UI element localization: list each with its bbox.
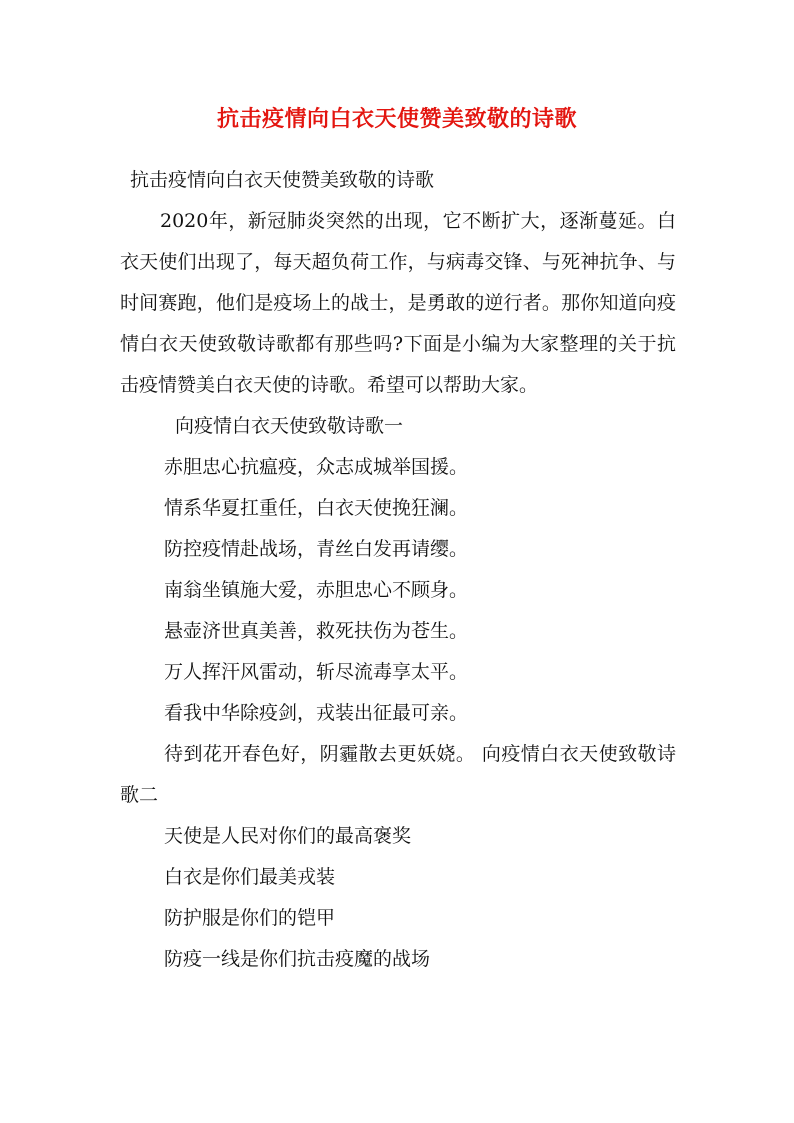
document-title: 抗击疫情向白衣天使赞美致敬的诗歌 (216, 106, 577, 132)
poem-2-line: 白衣是你们最美戎装 (164, 866, 336, 888)
poem-1-line: 防控疫情赴战场，青丝白发再请缨。 (164, 538, 469, 560)
poem-1-line: 看我中华除疫剑，戎装出征最可亲。 (164, 702, 469, 724)
poem-1-heading: 向疫情白衣天使致敬诗歌一 (175, 415, 404, 437)
poem-1-line: 情系华夏扛重任，白衣天使挽狂澜。 (164, 497, 469, 519)
poem-2-line: 防护服是你们的铠甲 (164, 907, 336, 929)
intro-paragraph: 2020年，新冠肺炎突然的出现，它不断扩大，逐渐蔓延。白衣天使们出现了，每天超负荷工作，与病毒交锋、与死神抗争、与时间赛跑，他们是疫场上的战士，是勇敢的逆行者。那你知道向疫情白衣天使致敬诗歌都有那些吗?下面是小编为大家整理的关于抗击疫情赞美白衣天使的诗歌。希望可以帮助大家。 (120, 210, 676, 396)
poem-1-line: 悬壶济世真美善，救死扶伤为苍生。 (164, 620, 469, 642)
poem-2-line: 天使是人民对你们的最高褒奖 (164, 825, 412, 847)
poem-1-line: 赤胆忠心抗瘟疫，众志成城举国援。 (164, 456, 469, 478)
poem-1-line: 万人挥汗风雷动，斩尽流毒享太平。 (164, 661, 469, 683)
document-body (120, 160, 676, 980)
poem-1-last-line-and-poem-2-heading: 待到花开春色好，阴霾散去更妖娆。 向疫情白衣天使致敬诗歌二 (120, 743, 676, 806)
document-subtitle: 抗击疫情向白衣天使赞美致敬的诗歌 (130, 169, 435, 191)
poem-1-line: 南翁坐镇施大爱，赤胆忠心不顾身。 (164, 579, 469, 601)
poem-2-line: 防疫一线是你们抗击疫魔的战场 (164, 948, 431, 970)
